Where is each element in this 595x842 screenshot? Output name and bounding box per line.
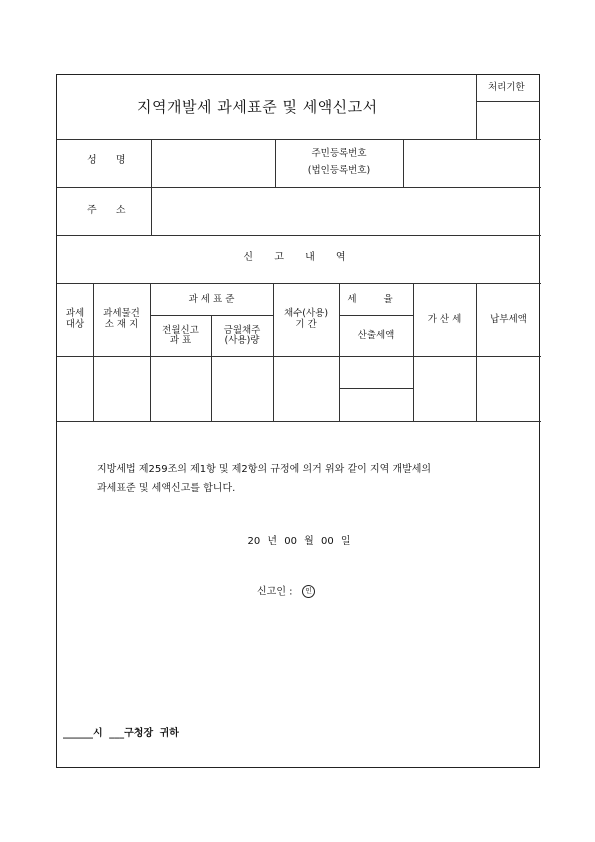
deadline-label: 처리기한: [488, 82, 525, 93]
report-section-label: 신 고 내 역: [243, 252, 355, 263]
id-number-field[interactable]: [404, 140, 541, 187]
col-tax-object: 과세: [65, 308, 85, 319]
tax-report-form: 지역개발세 과세표준 및 세액신고서 처리기한 성 명 주민등록번호 (법인등록번호) 주 소 신 고 내 역 과세 대상 과세물건 소 재 지 과 세 표 준 전월신고 과 표 금월채주 (사용)량 채수(사용) 기 간 세 율 산출세액 가 산 세 납부세액 지방세법 제259조의 제1항 및 제2항의 규정에 의거 위와 같이 지역 개발세의 과세표준 및 세액신고를 합니다. 20 년 00 월 00 일 신고인 : 인 ______시 ___구청장 귀하: [56, 74, 540, 768]
deadline-value-cell[interactable]: [477, 102, 540, 139]
statement-line2: 과세표준 및 세액신고를 합니다.: [97, 483, 236, 494]
entry-month-amount[interactable]: [212, 357, 273, 421]
col-location: 과세물건: [103, 308, 140, 319]
entry-payment[interactable]: [477, 357, 541, 421]
entry-tax-rate[interactable]: [340, 357, 413, 388]
recipient-line: ______시 ___구청장 귀하: [63, 728, 179, 739]
entry-location[interactable]: [94, 357, 150, 421]
col-period: 채수(사용): [283, 308, 329, 319]
col-tax-rate: 세 율: [347, 294, 405, 305]
entry-calc-tax[interactable]: [340, 389, 413, 421]
address-label: 주 소: [87, 205, 134, 216]
entry-prev-month-base[interactable]: [151, 357, 211, 421]
col-calc-tax: 산출세액: [357, 330, 395, 341]
date-line: 20 년 00 월 00 일: [247, 536, 351, 547]
address-field[interactable]: [152, 188, 541, 235]
form-title: 지역개발세 과세표준 및 세액신고서: [137, 98, 378, 116]
id-number-label-line2: (법인등록번호): [307, 165, 371, 176]
name-label: 성 명: [87, 155, 134, 166]
col-payment: 납부세액: [490, 314, 527, 325]
col-surcharge: 가 산 세: [427, 314, 462, 325]
col-month-amount: 금월채주: [223, 325, 261, 336]
reporter-label: 신고인 :: [257, 586, 293, 598]
entry-surcharge[interactable]: [414, 357, 476, 421]
col-tax-base: 과 세 표 준: [188, 294, 235, 305]
entry-tax-object[interactable]: [58, 357, 93, 421]
seal-icon[interactable]: 인: [302, 585, 315, 598]
reporter-line: [257, 585, 315, 598]
id-number-label-line1: 주민등록번호: [311, 148, 367, 159]
entry-period[interactable]: [274, 357, 339, 421]
name-field[interactable]: [152, 140, 275, 187]
col-prev-month-base: 전월신고: [162, 325, 199, 336]
statement-line1: 지방세법 제259조의 제1항 및 제2항의 규정에 의거 위와 같이 지역 개발세의: [97, 464, 432, 475]
